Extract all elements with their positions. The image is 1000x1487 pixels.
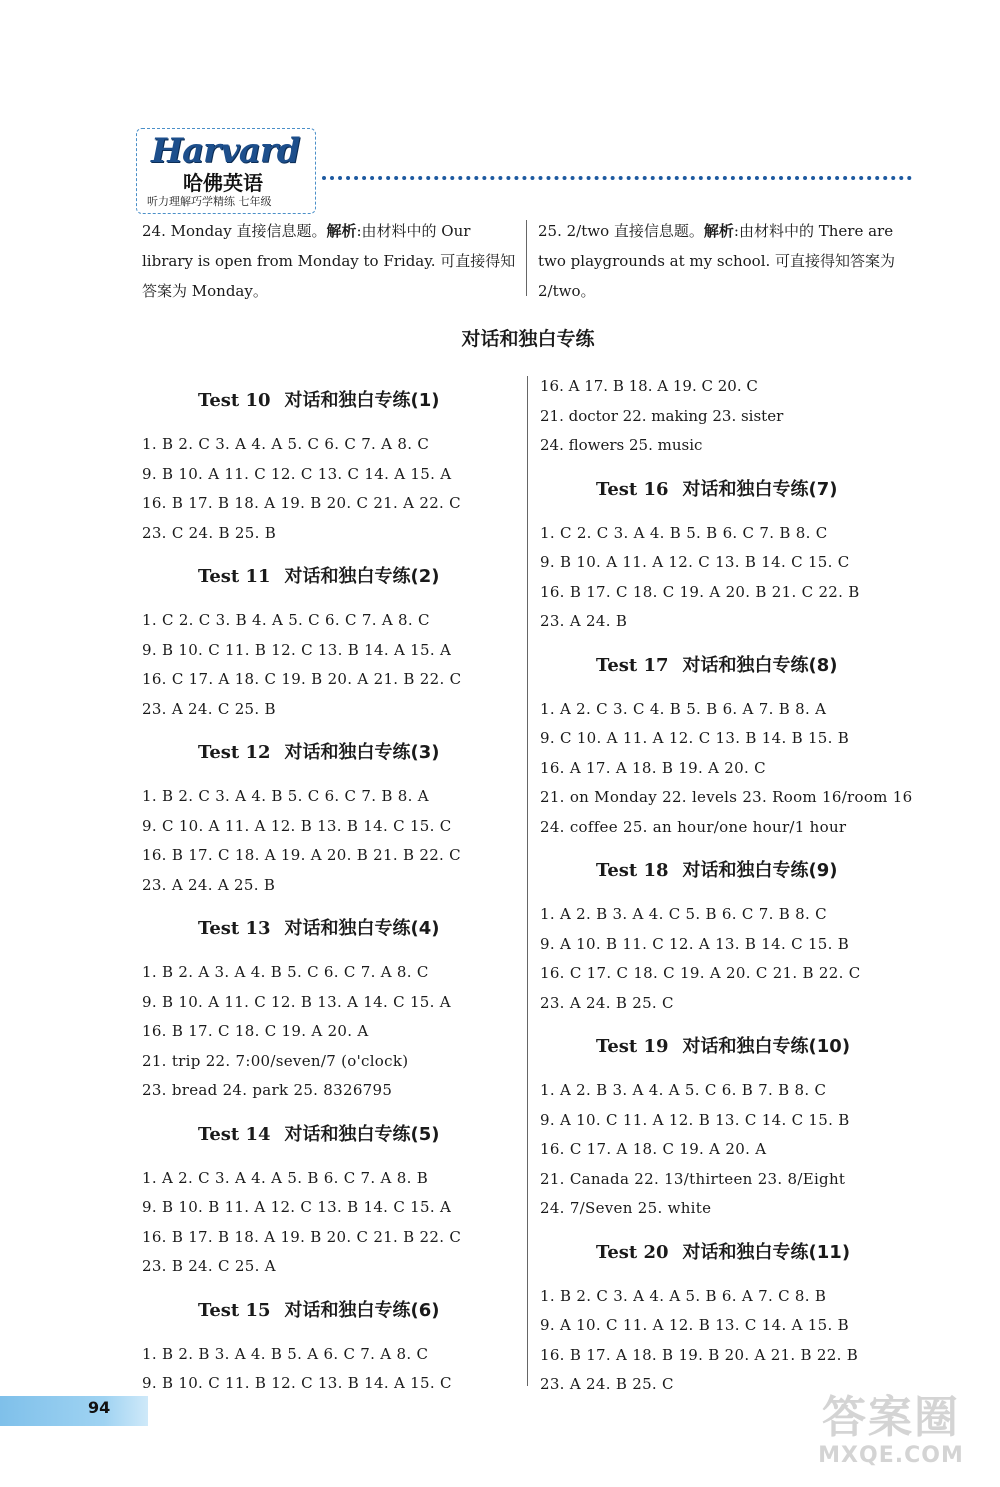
answer-line: 21. trip 22. 7:00/seven/7 (o'clock): [142, 1051, 409, 1070]
answer-line: 1. C 2. C 3. B 4. A 5. C 6. C 7. A 8. C: [142, 611, 430, 629]
test-block: [142, 1120, 522, 1282]
explanation-24: [142, 216, 518, 306]
test-title: [540, 651, 930, 681]
test-block: [540, 1238, 930, 1400]
right-answer-column: [540, 372, 930, 1400]
test-name: 对话和独白专练(11): [682, 1241, 851, 1263]
explanation-25: [538, 216, 918, 306]
test-title: [142, 914, 522, 944]
answer-line: 24. coffee 25. an hour/one hour/1 hour: [540, 817, 847, 836]
answer-line: 23. B 24. C 25. A: [142, 1257, 276, 1275]
answer-line: 9. B 10. A 11. C 12. B 13. A 14. C 15. A: [142, 992, 451, 1011]
answer-line: 23. A 24. B 25. C: [540, 993, 674, 1012]
test-block: [540, 651, 930, 843]
test-block: [540, 1032, 930, 1224]
test-title: [540, 856, 930, 886]
harvard-logo: [136, 128, 316, 214]
answer-line: 16. B 17. A 18. B 19. B 20. A 21. B 22. B: [540, 1345, 859, 1364]
page-number-bar: [0, 1396, 148, 1426]
answer-line: 16. B 17. C 18. C 19. A 20. A: [142, 1022, 369, 1040]
test-block: [142, 738, 522, 900]
test-name: 对话和独白专练(5): [284, 1123, 440, 1145]
column-divider-top: [526, 220, 527, 296]
test-name: 对话和独白专练(4): [284, 918, 440, 939]
answer-line: 9. B 10. A 11. A 12. C 13. B 14. C 15. C: [540, 553, 850, 571]
logo-chinese-title: 哈佛英语: [183, 171, 263, 195]
watermark-top: 答案圈: [822, 1392, 960, 1443]
left-answer-column: [142, 372, 522, 1399]
answer-line: 1. A 2. C 3. A 4. A 5. B 6. C 7. A 8. B: [142, 1168, 429, 1187]
answer-line: 23. A 24. C 25. B: [142, 699, 276, 718]
test-title: [540, 1032, 930, 1062]
test-number: Test 15: [198, 1299, 271, 1321]
test-block: [540, 475, 930, 637]
test-title: [142, 1120, 522, 1150]
answer-line: 16. C 17. A 18. C 19. A 20. A: [540, 1140, 767, 1158]
watermark-logo: [796, 1393, 986, 1479]
answer-line: 23. bread 24. park 25. 8326795: [142, 1081, 393, 1099]
answer-line: 16. A 17. A 18. B 19. A 20. C: [540, 758, 766, 777]
test-number: Test 17: [596, 654, 669, 676]
answer-line: 1. A 2. B 3. A 4. A 5. C 6. B 7. B 8. C: [540, 1081, 827, 1099]
answer-line: 24. flowers 25. music: [540, 436, 703, 454]
answer-line: 16. C 17. C 18. C 19. A 20. C 21. B 22. C: [540, 964, 861, 982]
answer-line: 9. B 10. C 11. B 12. C 13. B 14. A 15. A: [142, 640, 452, 659]
test-name: 对话和独白专练(7): [682, 478, 838, 500]
answer-line: 9. A 10. C 11. A 12. B 13. C 14. A 15. B: [540, 1316, 849, 1334]
answer-line: 23. A 24. B: [540, 612, 628, 630]
answer-line: 16. B 17. B 18. A 19. B 20. C 21. A 22. C: [142, 494, 461, 512]
answer-line: 9. B 10. C 11. B 12. C 13. B 14. A 15. C: [142, 1374, 452, 1392]
answer-line: 16. B 17. C 18. C 19. A 20. B 21. C 22. B: [540, 582, 860, 601]
column-divider-main: [527, 376, 528, 1386]
answer-line: 9. A 10. B 11. C 12. A 13. B 14. C 15. B: [540, 934, 850, 953]
answer-line: 23. A 24. B 25. C: [540, 1375, 674, 1393]
test-name: 对话和独白专练(2): [284, 566, 440, 587]
test-number: Test 12: [198, 742, 271, 763]
test-number: Test 18: [596, 860, 669, 881]
header-dotted-divider: [322, 176, 912, 180]
explanation-24-prefix: 24. Monday 直接信息题。: [142, 222, 327, 240]
answer-line: 1. B 2. A 3. A 4. B 5. C 6. C 7. A 8. C: [142, 963, 429, 981]
answer-line: 9. C 10. A 11. A 12. C 13. B 14. B 15. B: [540, 729, 850, 747]
answer-line: 16. C 17. A 18. C 19. B 20. A 21. B 22. C: [142, 670, 462, 688]
test-title: [540, 475, 930, 505]
answer-line: 16. A 17. B 18. A 19. C 20. C: [540, 377, 758, 395]
explanation-25-prefix: 25. 2/two 直接信息题。: [538, 222, 704, 240]
test-number: Test 14: [198, 1123, 271, 1145]
watermark-bottom: MXQE.COM: [818, 1443, 964, 1468]
answer-line: 1. B 2. C 3. A 4. A 5. B 6. A 7. C 8. B: [540, 1286, 827, 1305]
answer-line: 9. B 10. A 11. C 12. C 13. C 14. A 15. A: [142, 464, 452, 483]
answer-line: 1. B 2. B 3. A 4. B 5. A 6. C 7. A 8. C: [142, 1344, 429, 1363]
answer-line: 24. 7/Seven 25. white: [540, 1199, 712, 1217]
test-block: [540, 856, 930, 1018]
test-block: [142, 914, 522, 1106]
test-block: [142, 562, 522, 724]
answer-line: 1. A 2. B 3. A 4. C 5. B 6. C 7. B 8. C: [540, 905, 827, 923]
test-block: [142, 386, 522, 548]
test-name: 对话和独白专练(9): [682, 860, 838, 881]
test-number: Test 16: [596, 478, 669, 500]
test-name: 对话和独白专练(1): [284, 390, 440, 411]
answer-line: 16. B 17. B 18. A 19. B 20. C 21. B 22. C: [142, 1227, 462, 1246]
test-name: 对话和独白专练(10): [682, 1036, 851, 1057]
test-title: [142, 562, 522, 592]
answer-line: 21. Canada 22. 13/thirteen 23. 8/Eight: [540, 1169, 846, 1188]
answer-line: 21. doctor 22. making 23. sister: [540, 406, 784, 425]
explanation-25-label: 解析: [703, 222, 734, 240]
test-title: [142, 1296, 522, 1326]
explanation-24-label: 解析: [326, 222, 357, 240]
test-number: Test 13: [198, 918, 271, 939]
test-name: 对话和独白专练(3): [284, 742, 440, 763]
explanation-24-text: :由材料中的 Our library is open from Monday to Friday. 可直接得知答案为 Monday。: [142, 222, 516, 300]
test-title: [142, 386, 522, 416]
answer-line: 16. B 17. C 18. A 19. A 20. B 21. B 22. C: [142, 846, 461, 864]
answer-line: 1. C 2. C 3. A 4. B 5. B 6. C 7. B 8. C: [540, 523, 828, 542]
test-name: 对话和独白专练(8): [682, 654, 838, 676]
test-15-continuation: [540, 372, 930, 461]
test-name: 对话和独白专练(6): [284, 1299, 440, 1321]
answer-line: 23. C 24. B 25. B: [142, 523, 277, 542]
test-block: [142, 1296, 522, 1399]
section-title: 对话和独白专练: [461, 328, 595, 350]
page-number: 94: [88, 1398, 111, 1417]
answer-line: 9. A 10. C 11. A 12. B 13. C 14. C 15. B: [540, 1110, 850, 1129]
test-title: [142, 738, 522, 768]
explanation-25-text: :由材料中的 There are two playgrounds at my school. 可直接得知答案为 2/two。: [538, 222, 896, 300]
logo-subtitle: 听力理解巧学精练 七年级: [147, 195, 272, 208]
test-number: Test 10: [198, 390, 271, 411]
test-number: Test 11: [198, 566, 271, 587]
test-number: Test 19: [596, 1036, 669, 1057]
answer-line: 21. on Monday 22. levels 23. Room 16/room 16: [540, 788, 913, 806]
answer-line: 9. C 10. A 11. A 12. B 13. B 14. C 15. C: [142, 816, 452, 835]
test-title: [540, 1238, 930, 1268]
answer-line: 1. B 2. C 3. A 4. A 5. C 6. C 7. A 8. C: [142, 435, 430, 453]
test-number: Test 20: [596, 1241, 669, 1263]
answer-line: 9. B 10. B 11. A 12. C 13. B 14. C 15. A: [142, 1198, 452, 1216]
answer-line: 1. A 2. C 3. C 4. B 5. B 6. A 7. B 8. A: [540, 699, 827, 718]
answer-line: 23. A 24. A 25. B: [142, 875, 276, 894]
logo-word: Harvard: [151, 131, 300, 171]
answer-line: 1. B 2. C 3. A 4. B 5. C 6. C 7. B 8. A: [142, 787, 429, 805]
